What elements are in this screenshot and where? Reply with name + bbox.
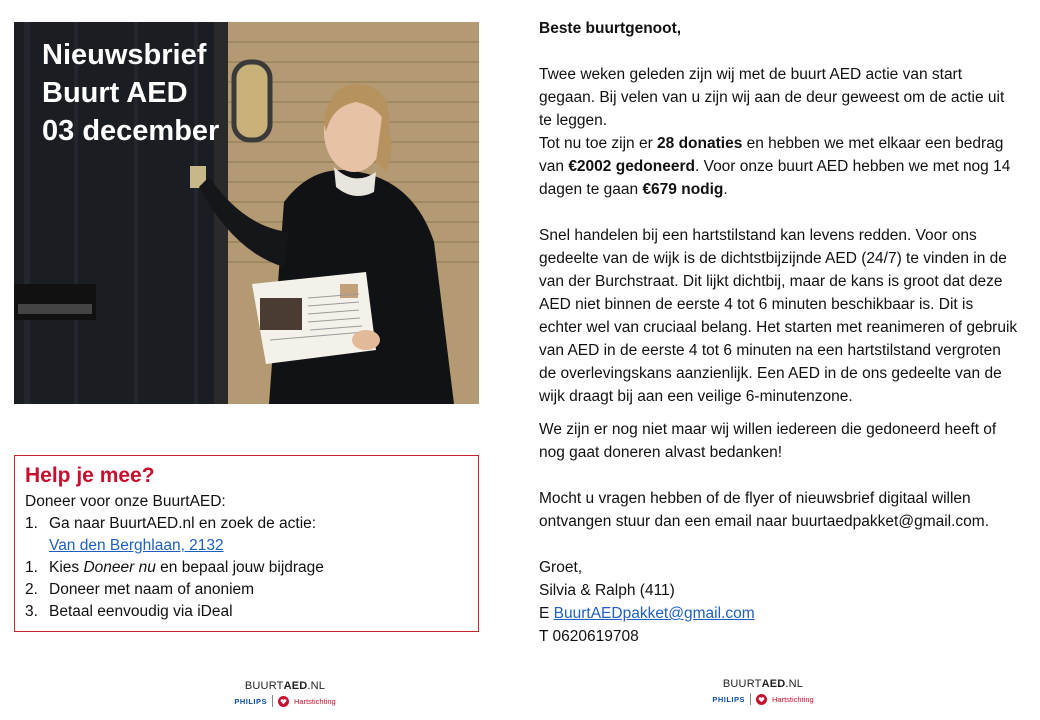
step-text-post: en bepaal jouw bijdrage bbox=[155, 559, 324, 576]
step-text-emphasis: Doneer nu bbox=[83, 559, 156, 576]
logo-partners bbox=[708, 693, 818, 705]
needed-amount: €679 nodig bbox=[642, 181, 724, 198]
logo-aed: AED bbox=[761, 678, 786, 690]
title-line-2: Buurt AED bbox=[42, 77, 188, 109]
campaign-link[interactable]: Van den Berghlaan, 2132 bbox=[49, 537, 224, 554]
logo-nl: .NL bbox=[785, 678, 804, 690]
step-text: Ga naar BuurtAED.nl en zoek de actie: bbox=[49, 515, 317, 532]
step-text: Betaal eenvoudig via iDeal bbox=[49, 603, 233, 620]
step-number: 3. bbox=[25, 603, 38, 620]
logo-partners bbox=[230, 695, 340, 707]
help-intro: Doneer voor onze BuurtAED: bbox=[25, 493, 226, 510]
greeting: Beste buurtgenoot, bbox=[539, 20, 682, 37]
text-span: Tot nu toe zijn er bbox=[539, 135, 658, 152]
hartstichting-logo: Hartstichting bbox=[772, 694, 814, 704]
logo-aed: AED bbox=[283, 680, 308, 692]
logo-wordmark bbox=[708, 678, 818, 690]
newsletter-photo bbox=[14, 22, 479, 404]
buurtaed-logo-right bbox=[708, 678, 818, 712]
logo-wordmark bbox=[230, 680, 340, 692]
letter-body bbox=[539, 17, 1019, 648]
closing: Groet, bbox=[539, 559, 583, 576]
paragraph-intro: Twee weken geleden zijn wij met de buurt AED actie van start gegaan. Bij velen van u zijn wij aan de deur geweest om de actie uit te leggen. bbox=[539, 66, 1005, 129]
help-step bbox=[25, 601, 468, 623]
step-text-pre: Kies bbox=[49, 559, 84, 576]
help-step bbox=[25, 557, 468, 579]
logo-divider bbox=[272, 695, 273, 707]
paragraph-thanks: We zijn er nog niet maar wij willen iedereen die gedoneerd heeft of nog gaat doneren alvast bedanken! bbox=[539, 421, 997, 461]
logo-buurt: BUURT bbox=[722, 678, 762, 690]
signature: Silvia & Ralph (411) bbox=[539, 582, 675, 599]
text-span: . bbox=[723, 181, 728, 198]
step-number: 1. bbox=[25, 559, 38, 576]
hartstichting-logo: Hartstichting bbox=[294, 696, 336, 706]
step-text: Doneer met naam of anoniem bbox=[49, 581, 255, 598]
buurtaed-logo-left bbox=[230, 680, 340, 714]
text-span: . Voor onze buurt AED hebben we met nog 14 dagen te gaan bbox=[539, 158, 1011, 198]
paragraph-donations bbox=[539, 132, 1019, 201]
title-line-3: 03 december bbox=[42, 115, 220, 147]
step-text bbox=[49, 557, 324, 579]
donation-count: 28 donaties bbox=[657, 135, 743, 152]
help-box bbox=[14, 455, 479, 632]
step-number: 1. bbox=[25, 515, 38, 532]
philips-logo: PHILIPS bbox=[234, 696, 267, 706]
email-prefix: E bbox=[539, 605, 554, 622]
help-step bbox=[25, 579, 468, 601]
paragraph-contact: Mocht u vragen hebben of de flyer of nieuwsbrief digitaal willen ontvangen stuur dan een email naar buurtaedpakket@gmail.com. bbox=[539, 490, 990, 530]
email-line bbox=[539, 602, 1019, 625]
logo-nl: .NL bbox=[307, 680, 326, 692]
heart-icon bbox=[756, 694, 767, 705]
logo-divider bbox=[750, 693, 751, 705]
logo-buurt: BUURT bbox=[244, 680, 284, 692]
philips-logo: PHILIPS bbox=[712, 694, 745, 704]
phone-line: T 0620619708 bbox=[539, 628, 639, 645]
help-title: Help je mee? bbox=[25, 464, 155, 487]
heart-icon bbox=[278, 696, 289, 707]
donated-amount: €2002 gedoneerd bbox=[568, 158, 695, 175]
help-step bbox=[25, 513, 468, 535]
newsletter-title bbox=[42, 36, 219, 150]
email-link[interactable]: BuurtAEDpakket@gmail.com bbox=[553, 605, 755, 622]
text-span: en hebben we met elkaar een bedrag van bbox=[539, 135, 1004, 175]
paragraph-importance: Snel handelen bij een hartstilstand kan levens redden. Voor ons gedeelte van de wijk is de dichtstbijzijnde AED (24/7) te vinden in de van der Burchstraat. Dit lijkt dichtbij, maar de kans is groot dat deze AED niet binnen de eerste 4 tot 6 minuten beschikbaar is. Dit is echter wel van cruciaal belang. Het starten met reanimeren of gebruik van AED in de eerste 4 tot 6 minuten na een hartstilstand vergroten de overlevingskans aanzienlijk. Een AED in de ons gedeelte van de wijk draagt bij aan een veilige 6-minutenzone. bbox=[539, 227, 1018, 405]
title-line-1: Nieuwsbrief bbox=[42, 39, 207, 71]
step-number: 2. bbox=[25, 581, 38, 598]
